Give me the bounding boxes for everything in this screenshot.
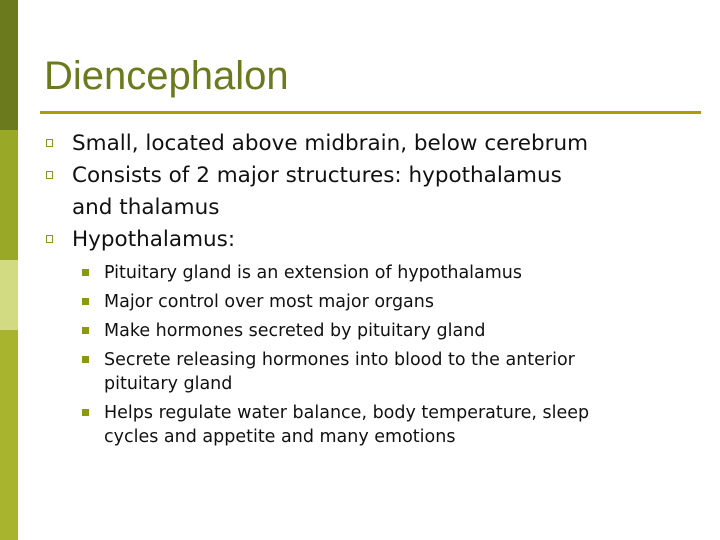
sub-bullet-item [104,261,674,285]
sub-bullet-text: pituitary gland [104,374,233,394]
bullet-text: Hypothalamus: [72,227,236,252]
sidebar-segment [0,330,18,540]
sub-bullet-item [104,319,674,343]
hollow-square-bullet-icon [46,139,53,147]
bullet-item [72,224,235,256]
bullet-continuation [72,192,219,224]
sub-bullet-text: Major control over most major organs [104,292,434,312]
sidebar-segment [0,0,18,130]
filled-square-bullet-icon [82,269,89,276]
sidebar-decoration [0,0,18,540]
bullet-text: Small, located above midbrain, below cerebrum [72,131,589,156]
sub-bullet-text: Pituitary gland is an extension of hypothalamus [104,263,523,283]
filled-square-bullet-icon [82,409,89,416]
bullet-item [72,160,562,192]
sidebar-segment [0,260,18,330]
sub-bullet-text: cycles and appetite and many emotions [104,427,456,447]
sub-bullet-item [104,290,674,314]
sub-bullet-item [104,348,674,372]
hollow-square-bullet-icon [46,171,53,179]
filled-square-bullet-icon [82,327,89,334]
sub-bullet-text: Make hormones secreted by pituitary gland [104,321,486,341]
bullet-text: Consists of 2 major structures: hypothalamus [72,163,562,188]
title-underline [40,111,701,114]
sidebar-segment [0,130,18,260]
sub-bullet-text: Helps regulate water balance, body temperature, sleep [104,403,590,423]
sub-bullet-item [104,401,674,425]
slide-title: Diencephalon [44,54,289,98]
sub-bullet-continuation [104,425,674,449]
bullet-text: and thalamus [72,195,220,220]
sub-bullet-text: Secrete releasing hormones into blood to the anterior [104,350,575,370]
filled-square-bullet-icon [82,298,89,305]
hollow-square-bullet-icon [46,235,53,243]
sub-bullet-continuation [104,372,674,396]
filled-square-bullet-icon [82,356,89,363]
bullet-item [72,128,588,160]
